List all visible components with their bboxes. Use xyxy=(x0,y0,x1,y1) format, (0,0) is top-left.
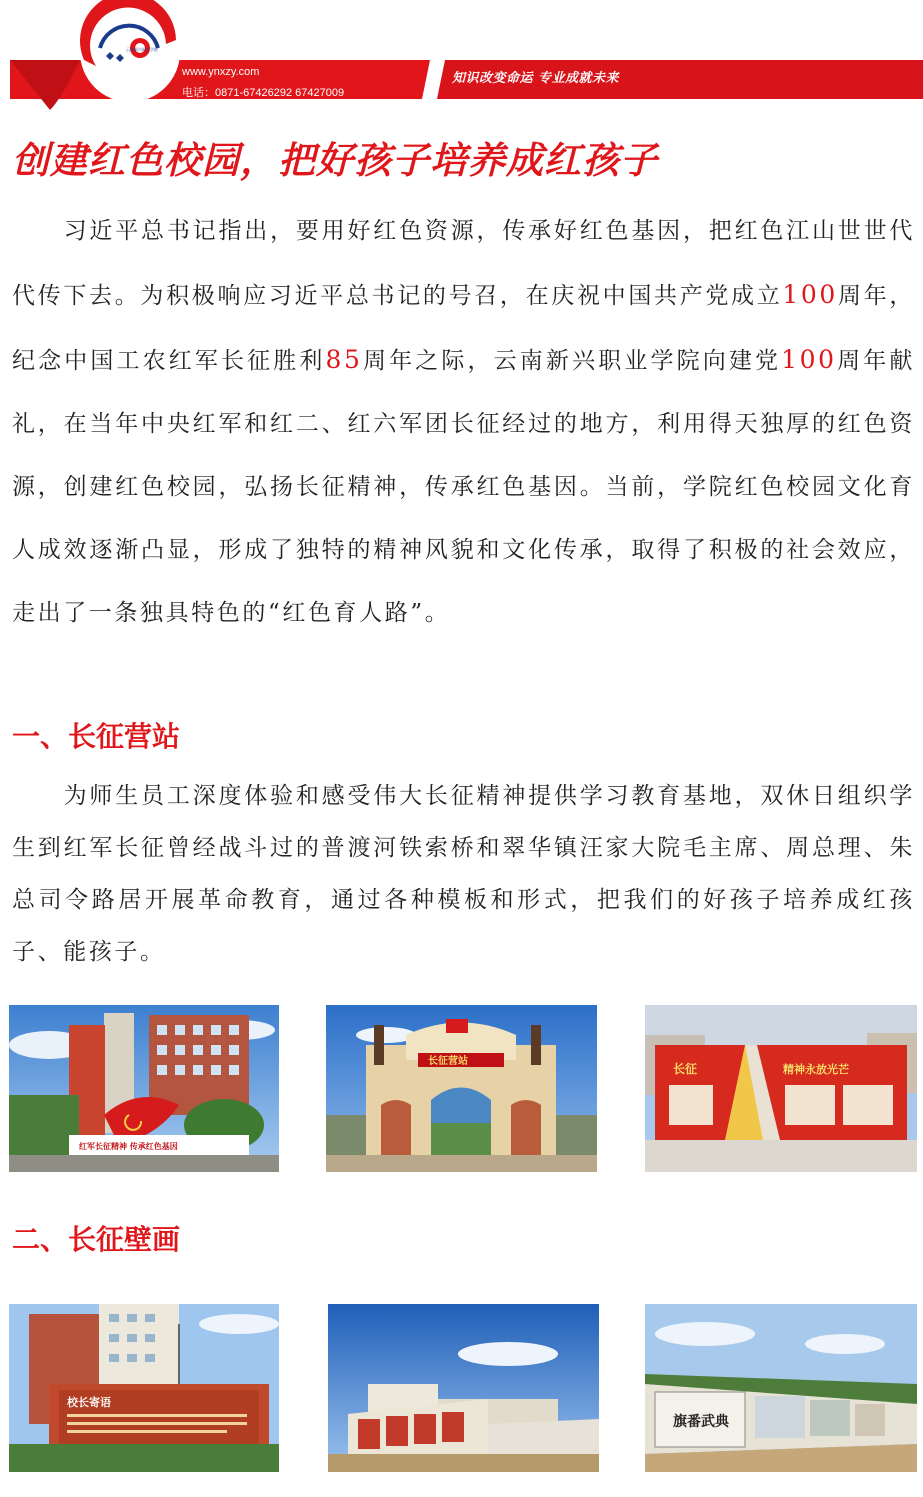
mural-title: 校长寄语 xyxy=(67,1396,111,1409)
wall-sign-right: 精神永放光芒 xyxy=(783,1063,849,1076)
wall-sign-left: 长征 xyxy=(673,1062,698,1076)
highlight-number-100: 100 xyxy=(782,280,838,309)
photo-long-march-gate xyxy=(326,1005,597,1172)
intro-text-4: 周年献礼，在当年中央红军和红二、红六军团长征经过的地方，利用得天独厚的红色资源，创建红色校园，弘扬长征精神，传承红色基因。当前，学院红色校园文化育人成效逐渐凸显，形成了独特的精神风貌和文化传承，取得了积极的社会效应，走出了一条独具特色的“红色育人路”。 xyxy=(12,348,915,626)
highlight-number-100b: 100 xyxy=(781,345,837,374)
intro-text-3: 周年之际，云南新兴职业学院向建党 xyxy=(362,348,782,374)
header-banner xyxy=(0,0,923,125)
indent xyxy=(12,783,64,809)
intro-paragraph xyxy=(12,200,915,645)
logo-text: 云南新兴职业学院 xyxy=(126,47,158,52)
section1-paragraph xyxy=(12,770,915,978)
indent xyxy=(12,218,64,244)
photo-mural-walls-campus xyxy=(328,1304,599,1472)
gate-sign: 长征营站 xyxy=(428,1056,468,1067)
section-heading-long-march-camp: 一、长征营站 xyxy=(12,720,181,753)
photo-mural-calligraphy-wall xyxy=(645,1304,917,1472)
photo-red-flag-monument xyxy=(9,1005,279,1172)
intro-text-1: 习近平总书记指出，要用好红色资源，传承好红色基因，把红色江山世世代代传下去。为积极响应习近平总书记的号召，在庆祝中国共产党成立 xyxy=(12,218,915,309)
section1-text: 为师生员工深度体验和感受伟大长征精神提供学习教育基地，双休日组织学生到红军长征曾经战斗过的普渡河铁索桥和翠华镇汪家大院毛主席、周总理、朱总司令路居开展革命教育，通过各种模板和形式，把我们的好孩子培养成红孩子、能孩子。 xyxy=(12,783,915,965)
photo-long-march-spirit-wall xyxy=(645,1005,917,1172)
website-url[interactable]: www.ynxzy.com xyxy=(182,66,260,78)
mural-calligraphy: 旗番武典 xyxy=(673,1414,729,1430)
highlight-number-85: 85 xyxy=(325,345,363,374)
svg-text:红军长征精神 传承红色基因: 红军长征精神 传承红色基因 xyxy=(79,1142,178,1151)
photo-principal-message-wall xyxy=(9,1304,279,1472)
section-heading-long-march-mural: 二、长征壁画 xyxy=(12,1223,181,1256)
intro-text-2: 周年，纪念中国工农红军长征胜利 xyxy=(12,283,915,374)
page-header xyxy=(0,0,923,125)
contact-phone: 电话：0871-67426292 67427009 xyxy=(182,87,345,99)
header-slogan: 知识改变命运 专业成就未来 xyxy=(452,71,620,86)
page-title: 创建红色校园，把好孩子培养成红孩子 xyxy=(12,139,658,182)
